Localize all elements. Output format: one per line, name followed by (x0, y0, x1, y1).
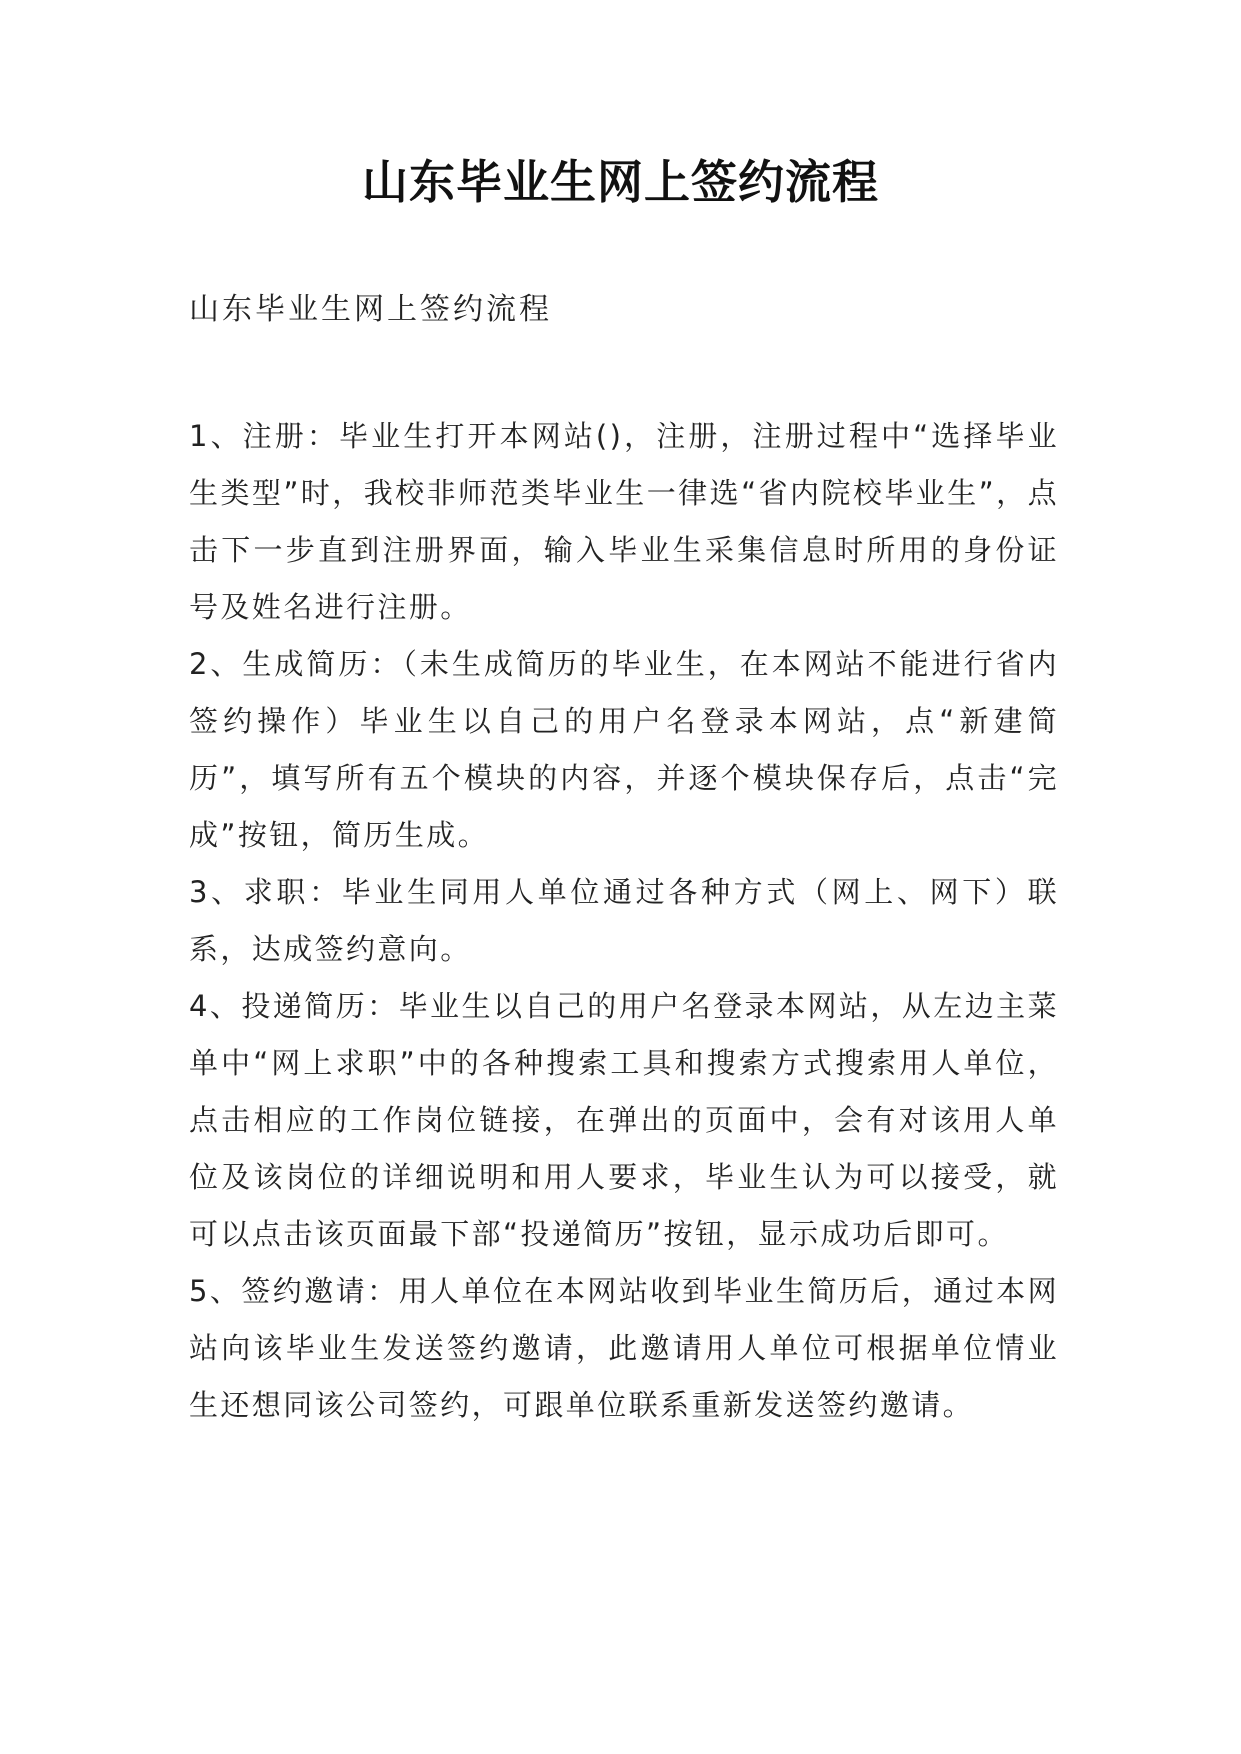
step-4-paragraph: 4、投递简历：毕业生以自己的用户名登录本网站，从左边主菜单中“网上求职”中的各种搜索工具和搜索方式搜索用人单位，点击相应的工作岗位链接，在弹出的页面中，会有对该用人单位及该岗位的详细说明和用人要求，毕业生认为可以接受，就可以点击该页面最下部“投递简历”按钮，显示成功后即可。 (189, 989, 1059, 1251)
step-2-paragraph: 2、生成简历：（未生成简历的毕业生，在本网站不能进行省内签约操作）毕业生以自己的用户名登录本网站，点“新建简历”，填写所有五个模块的内容，并逐个模块保存后，点击“完成”按钮，简历生成。 (189, 647, 1059, 852)
step-5-paragraph: 5、签约邀请：用人单位在本网站收到毕业生简历后，通过本网站向该毕业生发送签约邀请，此邀请用人单位可根据单位情业生还想同该公司签约，可跟单位联系重新发送签约邀请。 (189, 1274, 1059, 1422)
step-1-paragraph: 1、注册：毕业生打开本网站()，注册，注册过程中“选择毕业生类型”时，我校非师范类毕业生一律选“省内院校毕业生”，点击下一步直到注册界面，输入毕业生采集信息时所用的身份证号及姓名进行注册。 (189, 419, 1059, 624)
step-3-paragraph: 3、求职：毕业生同用人单位通过各种方式（网上、网下）联系，达成签约意向。 (189, 875, 1059, 966)
document-body (189, 408, 1059, 1434)
document-title: 山东毕业生网上签约流程 (362, 155, 879, 209)
document-subtitle: 山东毕业生网上签约流程 (189, 292, 552, 327)
